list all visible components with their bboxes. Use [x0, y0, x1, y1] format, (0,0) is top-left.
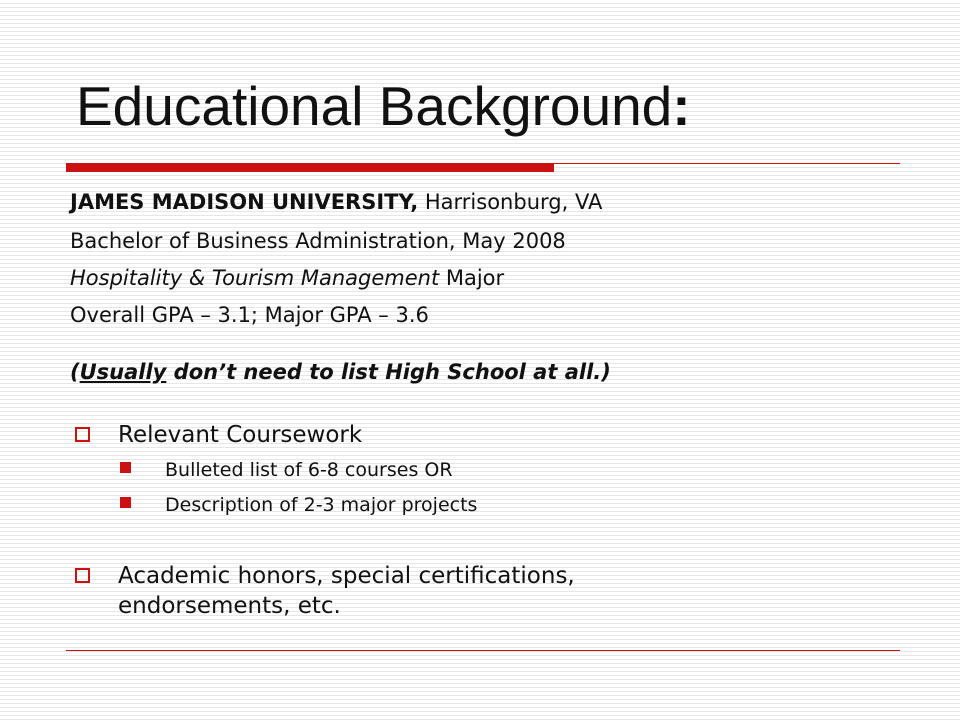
bullet-academic-honors-line2: endorsements, etc. [118, 593, 341, 619]
school-comma: , [410, 190, 419, 214]
hollow-square-bullet-icon [75, 427, 90, 442]
major-name: Hospitality & Tourism Management [70, 266, 440, 290]
slide-title-colon: : [672, 75, 691, 137]
title-divider-rule [554, 163, 900, 164]
slide-title-text: Educational Background [76, 75, 673, 137]
note-rest: don’t need to list High School at all.) [166, 360, 611, 384]
sub-bullet-courses: Bulleted list of 6-8 courses OR [165, 459, 453, 481]
sub-bullet-projects: Description of 2-3 major projects [165, 494, 478, 516]
school-line [70, 188, 602, 216]
school-name: JAMES MADISON UNIVERSITY [70, 190, 411, 214]
title-accent-bar [66, 163, 554, 172]
note-emphasis: Usually [79, 360, 167, 384]
major-line [70, 264, 504, 292]
slide-title [76, 66, 691, 146]
bullet-relevant-coursework: Relevant Coursework [118, 422, 363, 448]
filled-square-bullet-icon [120, 462, 131, 473]
high-school-note [70, 358, 611, 386]
major-suffix: Major [439, 266, 505, 290]
hollow-square-bullet-icon [75, 568, 90, 583]
gpa-line: Overall GPA – 3.1; Major GPA – 3.6 [70, 303, 429, 327]
school-location: Harrisonburg, VA [418, 190, 603, 214]
degree-line: Bachelor of Business Administration, May 2008 [70, 229, 566, 253]
filled-square-bullet-icon [120, 497, 131, 508]
bullet-academic-honors-line1: Academic honors, special certifications, [118, 563, 575, 589]
note-open-paren: ( [70, 360, 80, 384]
footer-divider-rule [66, 650, 900, 651]
